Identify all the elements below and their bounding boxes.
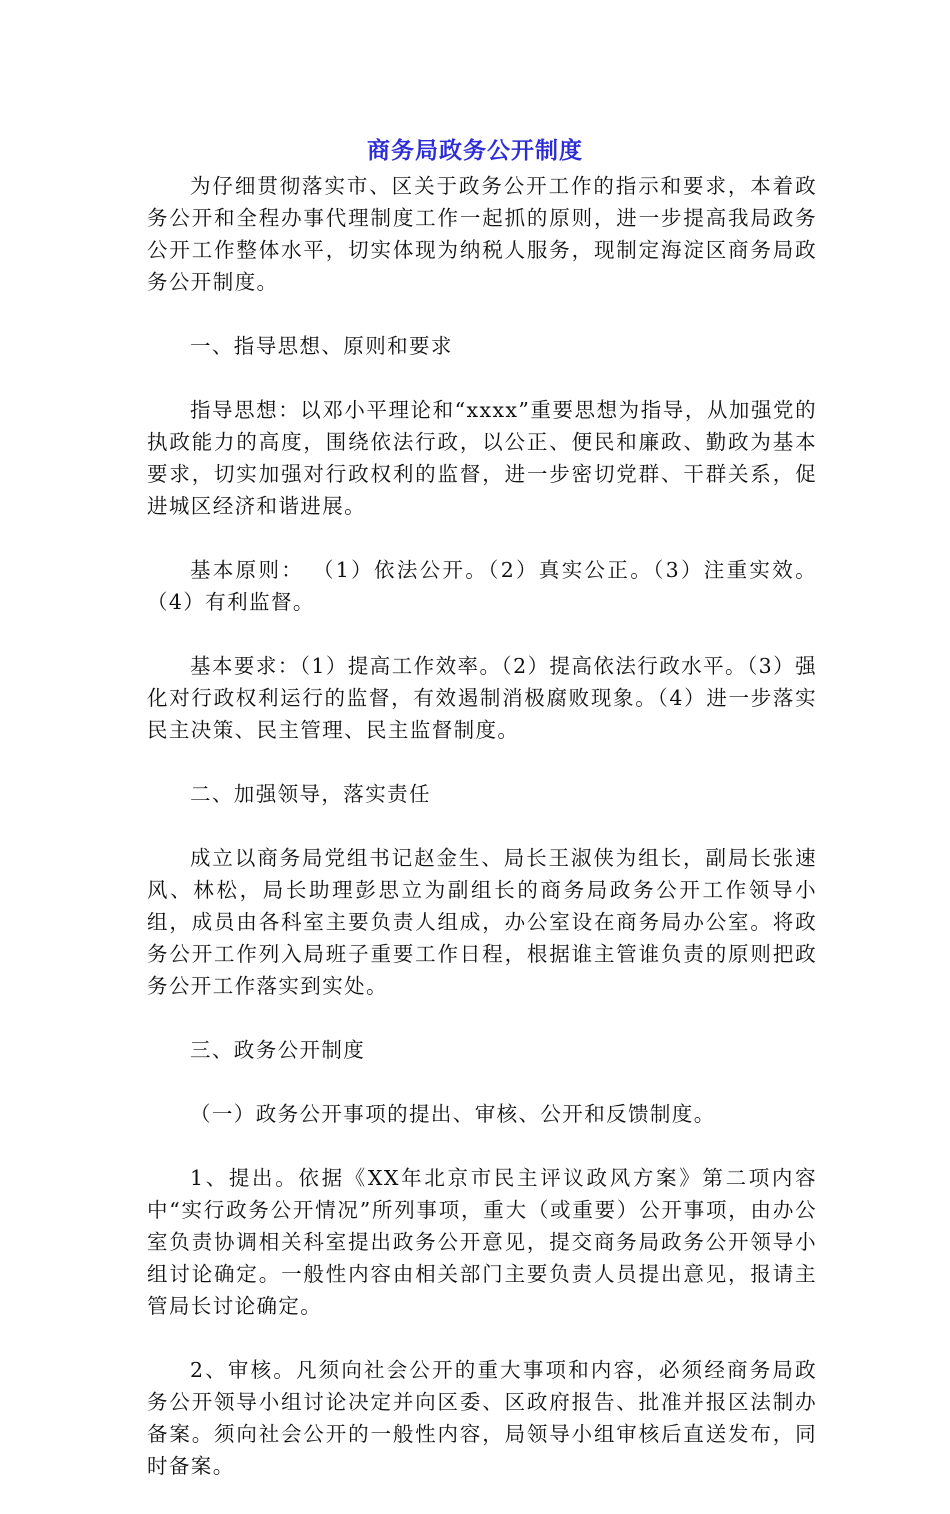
section-heading-2: 二、加强领导，落实责任 <box>190 782 431 806</box>
basic-principles-paragraph: 基本原则： （1）依法公开。（2）真实公正。（3）注重实效。（4）有利监督。 <box>147 558 817 614</box>
basic-requirements-paragraph: 基本要求：（1）提高工作效率。（2）提高依法行政水平。（3）强化对行政权利运行的监督，有效遏制消极腐败现象。（4）进一步落实民主决策、民主管理、民主监督制度。 <box>147 654 817 742</box>
document-body <box>147 170 817 1514</box>
intro-paragraph: 为仔细贯彻落实市、区关于政务公开工作的指示和要求，本着政务公开和全程办事代理制度工作一起抓的原则，进一步提高我局政务公开工作整体水平，切实体现为纳税人服务，现制定海淀区商务局政务公开制度。 <box>147 174 817 294</box>
section-heading-3: 三、政务公开制度 <box>190 1038 366 1062</box>
section-heading-1: 一、指导思想、原则和要求 <box>190 334 453 358</box>
review-paragraph: 2、审核。凡须向社会公开的重大事项和内容，必须经商务局政务公开领导小组讨论决定并向区委、区政府报告、批准并报区法制办备案。须向社会公开的一般性内容，局领导小组审核后直送发布，同时备案。 <box>147 1358 817 1478</box>
proposal-paragraph: 1、提出。依据《XX年北京市民主评议政风方案》第二项内容中“实行政务公开情况”所列事项，重大（或重要）公开事项，由办公室负责协调相关科室提出政务公开意见，提交商务局政务公开领导小组讨论确定。一般性内容由相关部门主要负责人员提出意见，报请主管局长讨论确定。 <box>147 1166 817 1318</box>
subsection-heading-1: （一）政务公开事项的提出、审核、公开和反馈制度。 <box>190 1102 716 1126</box>
leadership-paragraph: 成立以商务局党组书记赵金生、局长王淑侠为组长，副局长张速风、林松，局长助理彭思立为副组长的商务局政务公开工作领导小组，成员由各科室主要负责人组成，办公室设在商务局办公室。将政务公开工作列入局班子重要工作日程，根据谁主管谁负责的原则把政务公开工作落实到实处。 <box>147 846 817 998</box>
guiding-thought-paragraph: 指导思想：以邓小平理论和“xxxx”重要思想为指导，从加强党的执政能力的高度，围绕依法行政，以公正、便民和廉政、勤政为基本要求，切实加强对行政权利的监督，进一步密切党群、干群关系，促进城区经济和谐进展。 <box>147 398 817 518</box>
document-title: 商务局政务公开制度 <box>367 138 583 164</box>
